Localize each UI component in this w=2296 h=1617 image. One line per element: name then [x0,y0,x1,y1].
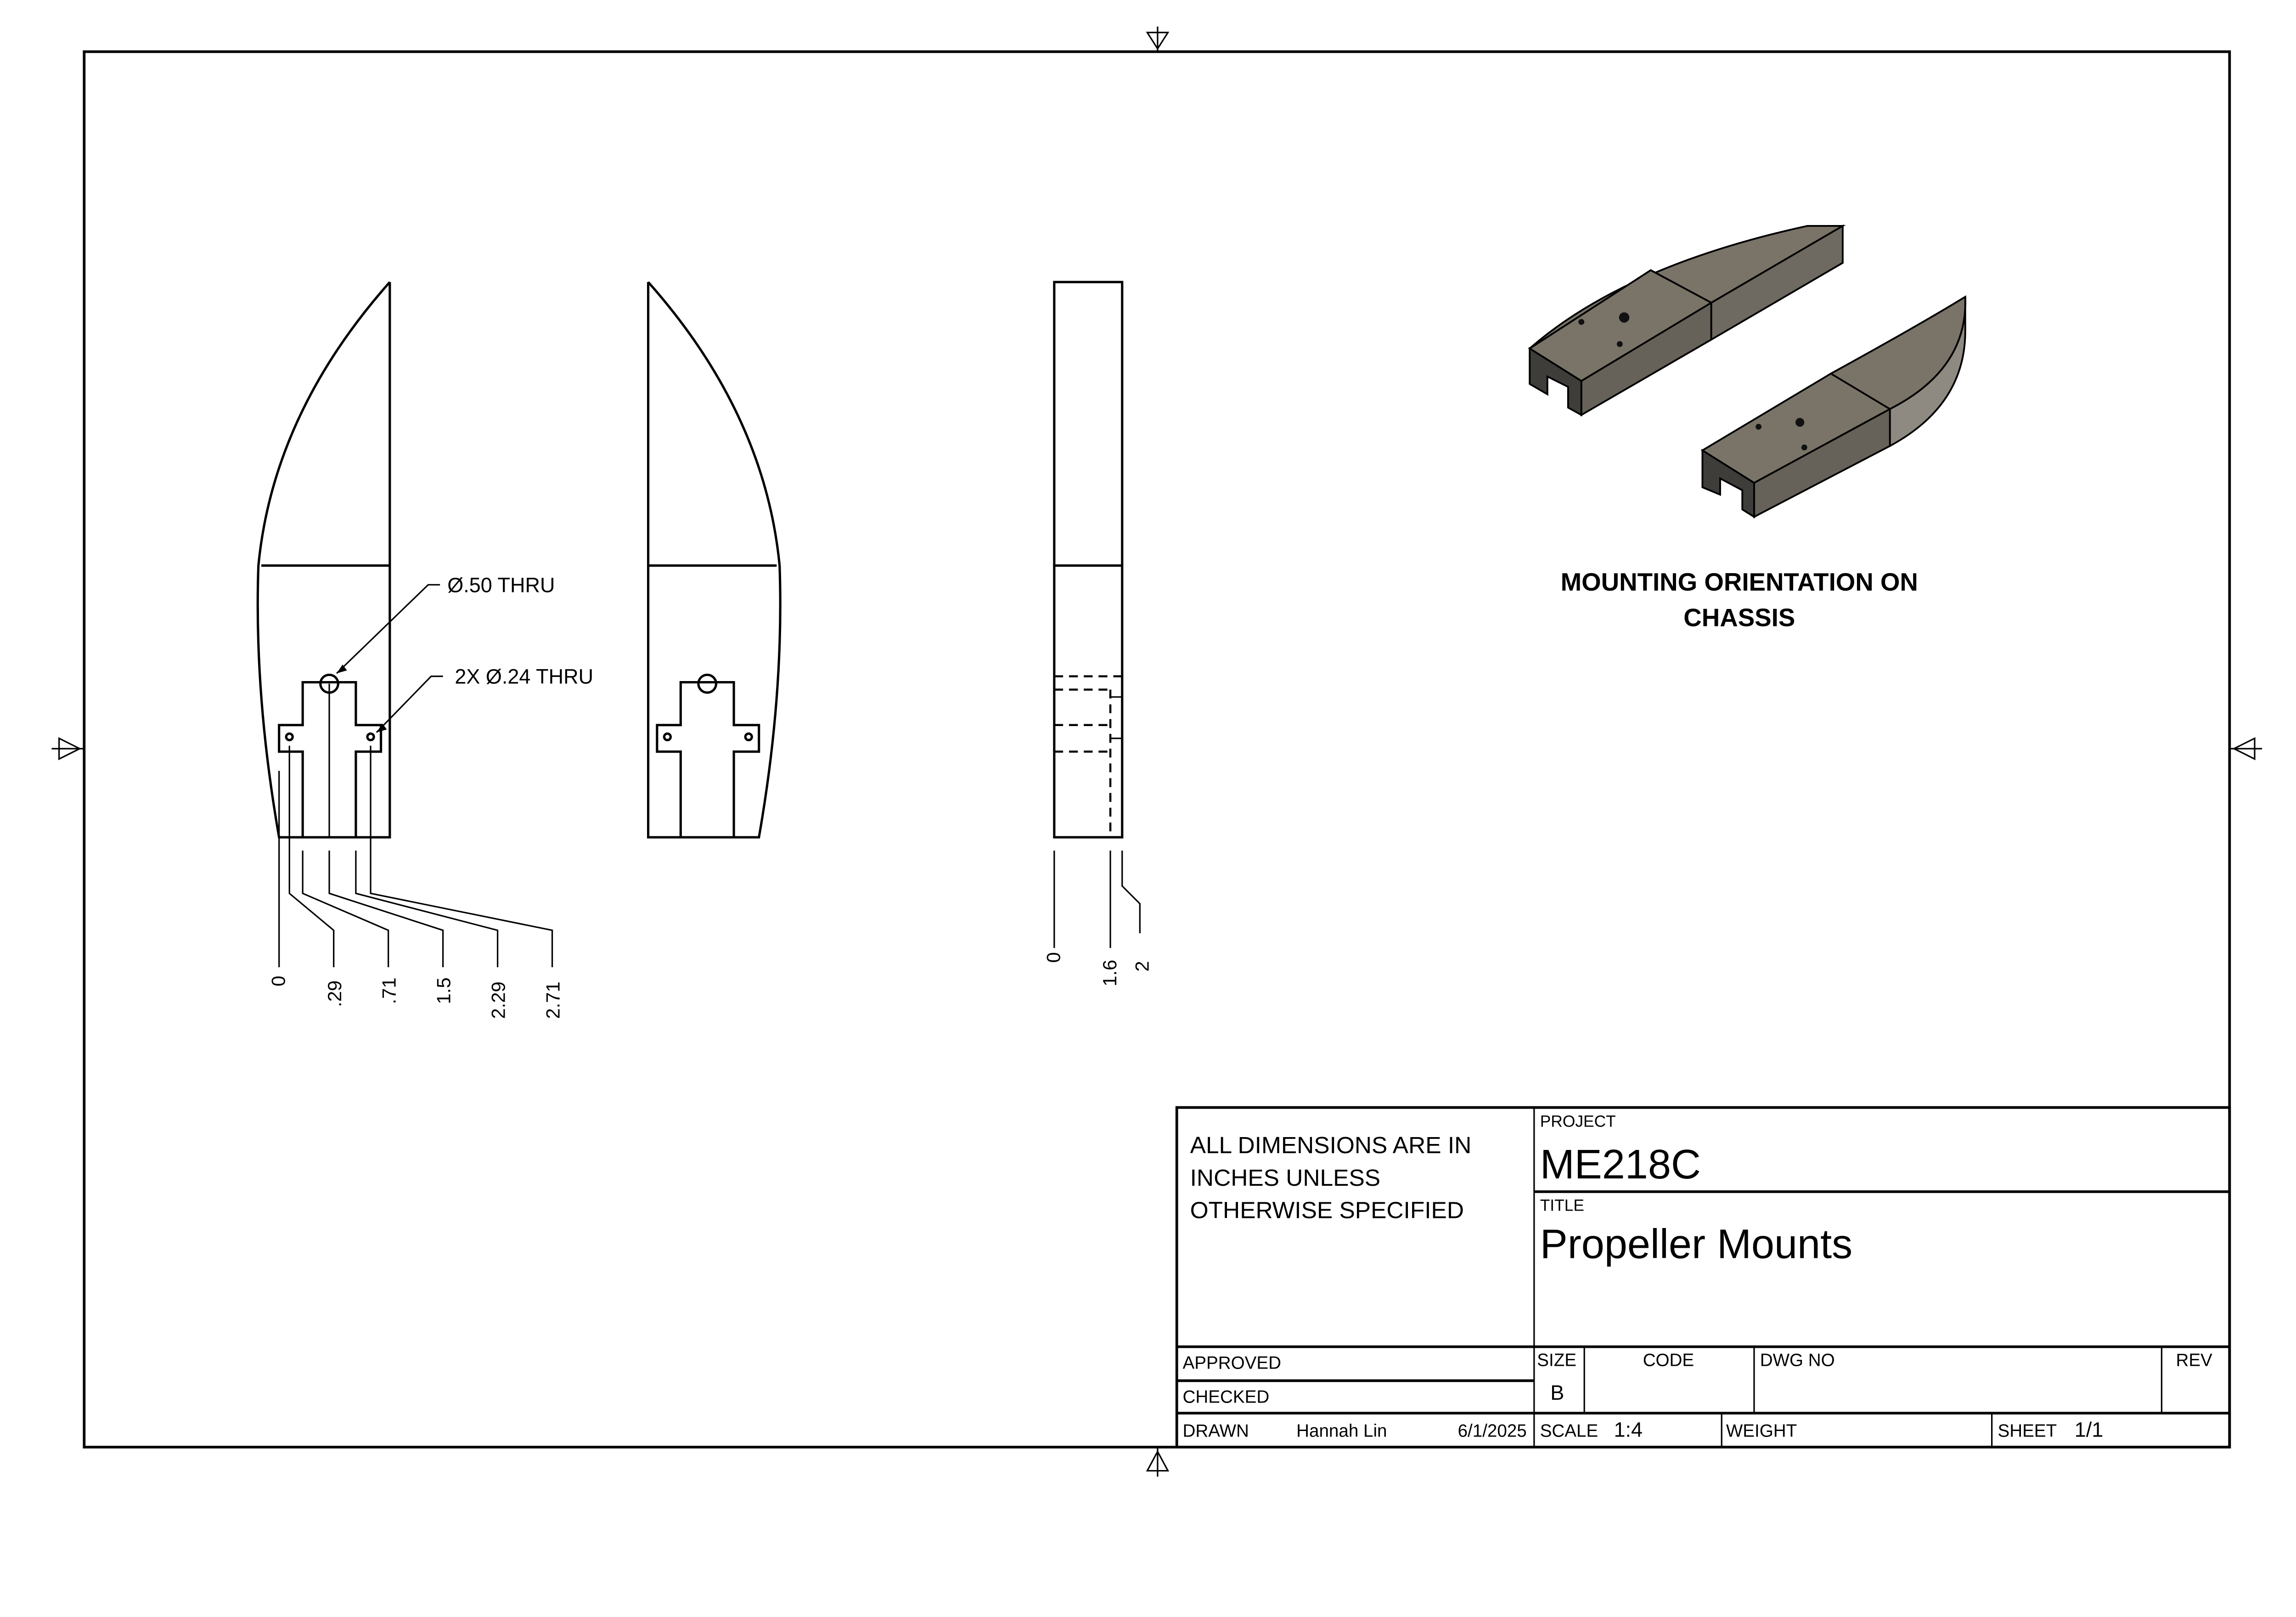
ordinate-label: .29 [323,980,345,1007]
title-value: Propeller Mounts [1540,1221,1853,1268]
scale-value: 1:4 [1614,1418,1643,1442]
small-hole [367,733,374,740]
centering-marks [52,27,2262,1477]
dwg-no-label: DWG NO [1760,1350,1835,1370]
ordinate-label: 0 [1042,952,1064,963]
approved-label: APPROVED [1182,1353,1281,1373]
general-note: ALL DIMENSIONS ARE IN [1190,1132,1472,1159]
general-note: INCHES UNLESS [1190,1164,1381,1191]
side-view [1043,282,1153,986]
note-small-holes: 2X Ø.24 THRU [455,665,594,688]
weight-label: WEIGHT [1726,1421,1797,1441]
iso-caption: CHASSIS [1683,603,1795,632]
small-hole [286,733,293,740]
title-label: TITLE [1540,1196,1584,1215]
title-block [1177,1108,2230,1448]
checked-label: CHECKED [1182,1387,1270,1407]
ordinate-label: 1.6 [1098,959,1120,986]
drawn-date: 6/1/2025 [1458,1421,1527,1441]
ordinate-label: 2 [1131,961,1153,972]
sheet-border [84,52,2229,1448]
code-label: CODE [1643,1350,1694,1370]
ordinate-label: 2.71 [542,981,564,1019]
general-note: OTHERWISE SPECIFIED [1190,1196,1464,1223]
scale-label: SCALE [1540,1421,1598,1441]
drawn-by: Hannah Lin [1296,1421,1387,1441]
mirrored-front-view [648,282,781,837]
ordinate-label: 2.29 [487,981,509,1019]
front-view [258,282,593,1019]
size-value: B [1550,1381,1564,1405]
ordinate-label: 0 [267,975,289,986]
size-label: SIZE [1537,1350,1577,1370]
isometric-view [1530,226,1965,517]
ordinate-label: .71 [378,977,400,1004]
rev-label: REV [2176,1350,2212,1370]
ordinate-label: 1.5 [433,977,455,1004]
sheet-value: 1/1 [2074,1418,2104,1442]
project-value: ME218C [1540,1141,1701,1188]
project-label: PROJECT [1540,1112,1616,1131]
iso-caption: MOUNTING ORIENTATION ON [1560,568,1918,597]
note-large-hole: Ø.50 THRU [447,573,555,597]
sheet-label: SHEET [1998,1421,2057,1441]
drawn-label: DRAWN [1182,1421,1249,1441]
